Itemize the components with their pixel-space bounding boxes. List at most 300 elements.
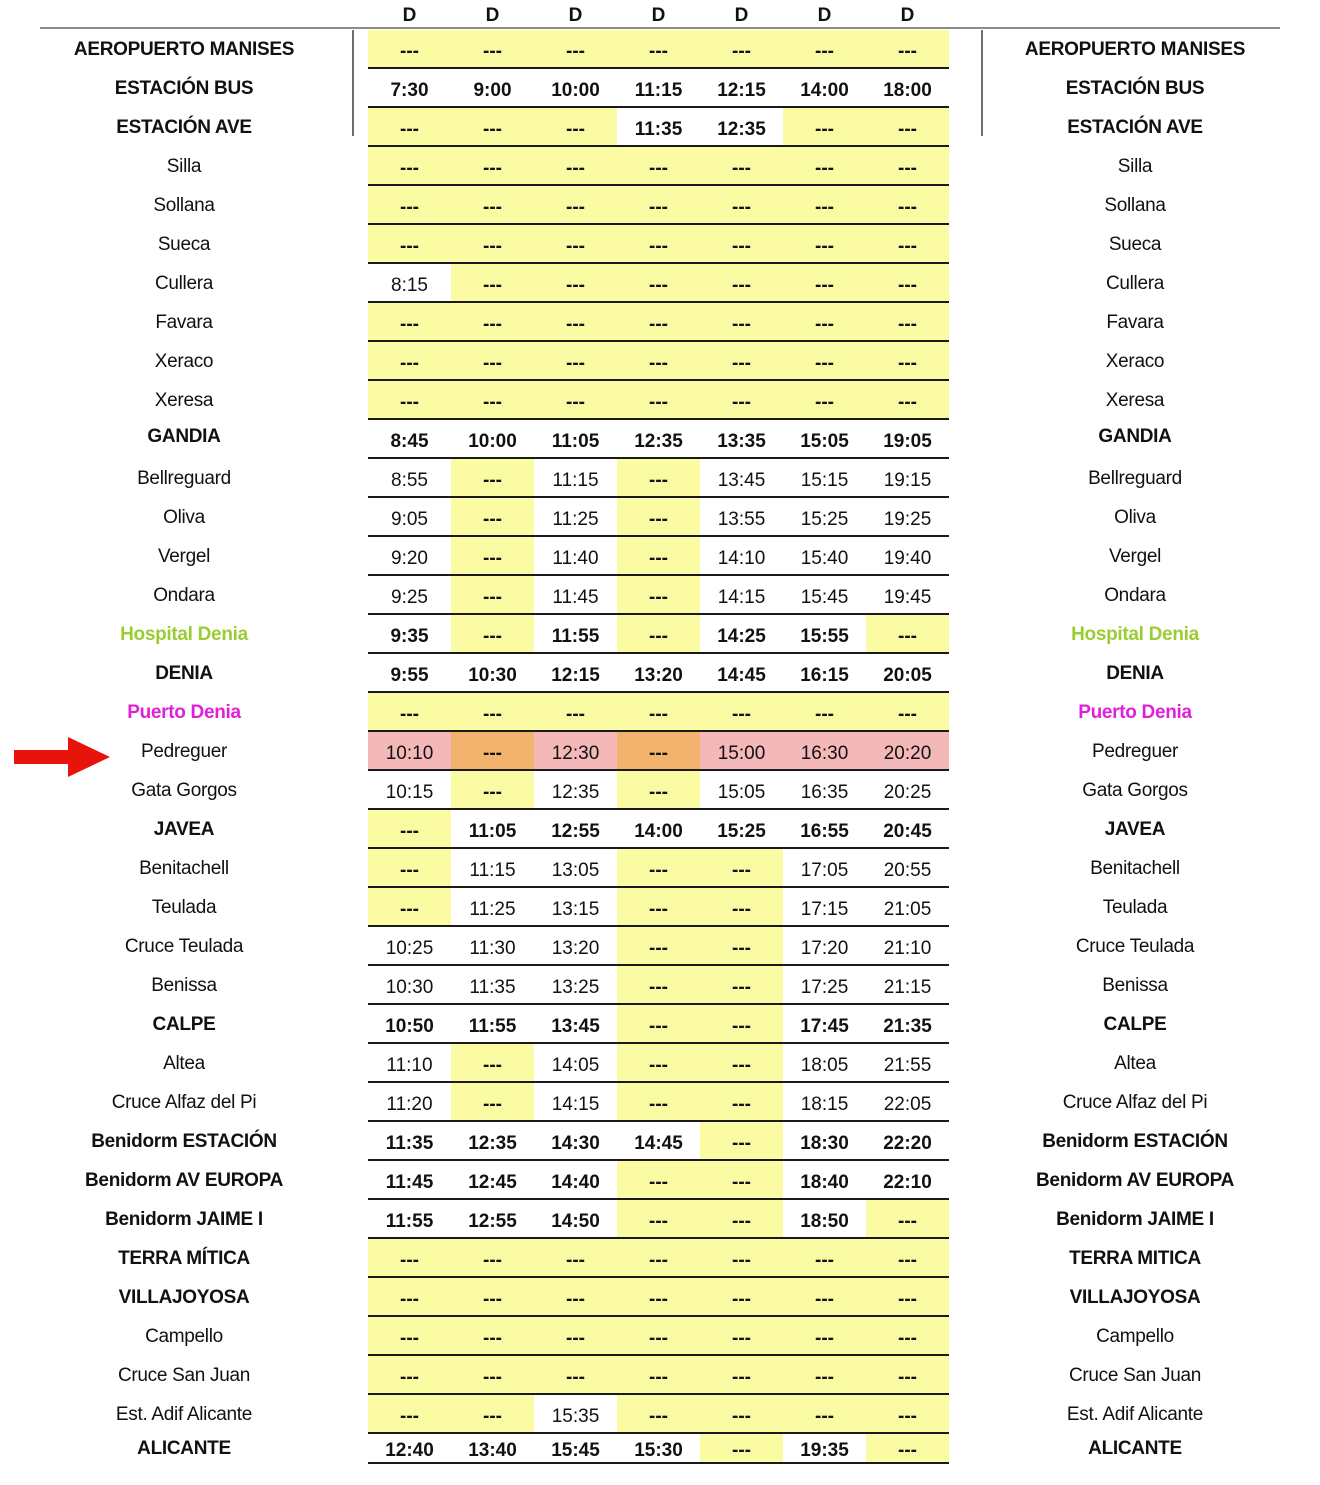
departure-time-cell: 20:05 [866, 654, 949, 693]
departure-time-cell: 9:20 [368, 537, 451, 576]
stop-name: Pedreguer [140, 740, 228, 762]
no-service-cell: --- [617, 1044, 700, 1083]
departure-time-cell: 17:15 [783, 888, 866, 927]
no-service-cell: --- [617, 888, 700, 927]
no-service-cell: --- [368, 849, 451, 888]
no-service-cell: --- [700, 1083, 783, 1122]
stop-name: Cullera [154, 272, 214, 294]
no-service-cell: --- [700, 849, 783, 888]
departure-time-cell: 11:35 [617, 108, 700, 147]
stop-name-right: Cullera [1105, 272, 1165, 294]
no-service-cell: --- [617, 732, 700, 771]
no-service-cell: --- [866, 342, 949, 381]
departure-time-cell: 17:45 [783, 1005, 866, 1044]
no-service-cell: --- [451, 576, 534, 615]
no-service-cell: --- [617, 693, 700, 732]
departure-time-cell: 14:40 [534, 1161, 617, 1200]
no-service-cell: --- [866, 1317, 949, 1356]
no-service-cell: --- [368, 186, 451, 225]
departure-time-cell: 10:10 [368, 732, 451, 771]
day-header: D [651, 5, 666, 26]
stop-name: Cruce San Juan [117, 1364, 251, 1386]
departure-time-cell: 12:55 [451, 1200, 534, 1239]
no-service-cell: --- [700, 1200, 783, 1239]
stop-name-right: Pedreguer [1091, 740, 1179, 762]
stop-name-right: Xeresa [1105, 389, 1165, 411]
stop-name: Cruce Alfaz del Pi [111, 1091, 257, 1113]
no-service-cell: --- [451, 1395, 534, 1434]
departure-time-cell: 22:20 [866, 1122, 949, 1161]
no-service-cell: --- [534, 342, 617, 381]
no-service-cell: --- [617, 615, 700, 654]
no-service-cell: --- [700, 30, 783, 69]
no-service-cell: --- [451, 732, 534, 771]
no-service-cell: --- [368, 1356, 451, 1395]
no-service-cell: --- [866, 1356, 949, 1395]
no-service-cell: --- [368, 810, 451, 849]
departure-time-cell: 14:45 [617, 1122, 700, 1161]
departure-time-cell: 11:55 [368, 1200, 451, 1239]
no-service-cell: --- [368, 693, 451, 732]
no-service-cell: --- [617, 186, 700, 225]
no-service-cell: --- [451, 537, 534, 576]
no-service-cell: --- [451, 693, 534, 732]
red-arrow-icon [14, 737, 110, 777]
no-service-cell: --- [866, 381, 949, 420]
no-service-cell: --- [451, 1356, 534, 1395]
departure-time-cell: 16:15 [783, 654, 866, 693]
no-service-cell: --- [451, 498, 534, 537]
stop-name-right: Campello [1096, 1325, 1174, 1347]
departure-time-cell: 13:40 [451, 1434, 534, 1464]
no-service-cell: --- [617, 849, 700, 888]
departure-time-cell: 10:30 [368, 966, 451, 1005]
no-service-cell: --- [368, 147, 451, 186]
no-service-cell: --- [783, 342, 866, 381]
no-service-cell: --- [617, 1005, 700, 1044]
departure-time-cell: 13:15 [534, 888, 617, 927]
day-header: D [485, 5, 500, 26]
stop-name: Ondara [153, 584, 215, 606]
no-service-cell: --- [783, 225, 866, 264]
no-service-cell: --- [617, 1395, 700, 1434]
header-spacer-left [0, 0, 368, 30]
no-service-cell: --- [534, 381, 617, 420]
stop-name: DENIA [155, 662, 213, 684]
stop-name: Cruce Teulada [124, 935, 244, 957]
departure-time-cell: 14:50 [534, 1200, 617, 1239]
stop-name: Benidorm JAIME I [105, 1208, 263, 1230]
departure-time-cell: 12:55 [534, 810, 617, 849]
stop-name-right: ESTACIÓN AVE [1067, 116, 1203, 138]
departure-time-cell: 15:05 [783, 420, 866, 459]
departure-time-cell: 9:05 [368, 498, 451, 537]
no-service-cell: --- [617, 576, 700, 615]
stop-name-right: Puerto Denia [1078, 701, 1192, 723]
no-service-cell: --- [783, 1239, 866, 1278]
departure-time-cell: 9:25 [368, 576, 451, 615]
stop-name: Benidorm AV EUROPA [85, 1169, 283, 1191]
no-service-cell: --- [617, 381, 700, 420]
no-service-cell: --- [866, 1200, 949, 1239]
no-service-cell: --- [866, 225, 949, 264]
stop-name: Benissa [151, 974, 217, 996]
stop-name-right: ALICANTE [1088, 1438, 1182, 1459]
stop-name: Teulada [151, 896, 217, 918]
departure-time-cell: 10:00 [451, 420, 534, 459]
departure-time-cell: 12:45 [451, 1161, 534, 1200]
departure-time-cell: 20:20 [866, 732, 949, 771]
departure-time-cell: 11:55 [534, 615, 617, 654]
day-header: D [568, 5, 583, 26]
stop-name: Sueca [157, 233, 211, 255]
no-service-cell: --- [700, 225, 783, 264]
no-service-cell: --- [783, 1317, 866, 1356]
stop-name-right: Teulada [1102, 896, 1168, 918]
no-service-cell: --- [866, 1395, 949, 1434]
departure-time-cell: 19:15 [866, 459, 949, 498]
stop-name: Vergel [157, 545, 211, 567]
no-service-cell: --- [700, 693, 783, 732]
no-service-cell: --- [783, 264, 866, 303]
departure-time-cell: 11:15 [534, 459, 617, 498]
departure-time-cell: 21:10 [866, 927, 949, 966]
departure-time-cell: 10:00 [534, 69, 617, 108]
stop-name-right: Benidorm ESTACIÓN [1042, 1130, 1228, 1152]
departure-time-cell: 8:15 [368, 264, 451, 303]
no-service-cell: --- [451, 1044, 534, 1083]
no-service-cell: --- [534, 1356, 617, 1395]
departure-time-cell: 9:00 [451, 69, 534, 108]
no-service-cell: --- [368, 303, 451, 342]
departure-time-cell: 10:25 [368, 927, 451, 966]
stop-name: Favara [155, 311, 213, 333]
departure-time-cell: 16:55 [783, 810, 866, 849]
departure-time-cell: 12:35 [617, 420, 700, 459]
departure-time-cell: 11:35 [368, 1122, 451, 1161]
no-service-cell: --- [783, 693, 866, 732]
departure-time-cell: 10:50 [368, 1005, 451, 1044]
departure-time-cell: 15:35 [534, 1395, 617, 1434]
no-service-cell: --- [534, 30, 617, 69]
stop-name: Gata Gorgos [131, 779, 237, 801]
day-header: D [734, 5, 749, 26]
stop-name-right: Cruce Teulada [1075, 935, 1195, 957]
departure-time-cell: 11:30 [451, 927, 534, 966]
departure-time-cell: 18:50 [783, 1200, 866, 1239]
no-service-cell: --- [368, 1395, 451, 1434]
no-service-cell: --- [783, 186, 866, 225]
stop-name-right: Gata Gorgos [1082, 779, 1188, 801]
departure-time-cell: 20:25 [866, 771, 949, 810]
departure-time-cell: 15:40 [783, 537, 866, 576]
departure-time-cell: 12:30 [534, 732, 617, 771]
no-service-cell: --- [617, 1161, 700, 1200]
departure-time-cell: 13:20 [534, 927, 617, 966]
departure-time-cell: 15:55 [783, 615, 866, 654]
no-service-cell: --- [451, 459, 534, 498]
stop-name: AEROPUERTO MANISES [73, 38, 295, 60]
no-service-cell: --- [866, 264, 949, 303]
departure-time-cell: 19:35 [783, 1434, 866, 1464]
departure-time-cell: 13:35 [700, 420, 783, 459]
stop-name: Xeresa [154, 389, 214, 411]
departure-time-cell: 16:30 [783, 732, 866, 771]
departure-time-cell: 11:15 [451, 849, 534, 888]
stop-name: GANDIA [147, 426, 221, 447]
no-service-cell: --- [783, 381, 866, 420]
departure-time-cell: 15:25 [783, 498, 866, 537]
no-service-cell: --- [700, 1434, 783, 1464]
no-service-cell: --- [534, 693, 617, 732]
stop-name: Campello [145, 1325, 223, 1347]
no-service-cell: --- [368, 225, 451, 264]
stop-name: VILLAJOYOSA [118, 1286, 250, 1308]
no-service-cell: --- [617, 342, 700, 381]
no-service-cell: --- [451, 1278, 534, 1317]
no-service-cell: --- [700, 342, 783, 381]
departure-time-cell: 15:45 [534, 1434, 617, 1464]
stop-name: Sollana [153, 194, 215, 216]
day-header: D [900, 5, 915, 26]
no-service-cell: --- [368, 1239, 451, 1278]
departure-time-cell: 13:25 [534, 966, 617, 1005]
departure-time-cell: 18:00 [866, 69, 949, 108]
departure-time-cell: 11:20 [368, 1083, 451, 1122]
stop-name-right: Est. Adif Alicante [1066, 1403, 1204, 1425]
no-service-cell: --- [617, 1239, 700, 1278]
no-service-cell: --- [617, 1200, 700, 1239]
no-service-cell: --- [700, 927, 783, 966]
no-service-cell: --- [368, 30, 451, 69]
no-service-cell: --- [866, 693, 949, 732]
stop-name: Hospital Denia [120, 623, 248, 645]
departure-time-cell: 14:00 [617, 810, 700, 849]
no-service-cell: --- [451, 381, 534, 420]
no-service-cell: --- [617, 498, 700, 537]
no-service-cell: --- [617, 30, 700, 69]
no-service-cell: --- [700, 888, 783, 927]
departure-time-cell: 18:40 [783, 1161, 866, 1200]
no-service-cell: --- [783, 108, 866, 147]
stop-name-right: VILLAJOYOSA [1069, 1286, 1201, 1308]
departure-time-cell: 14:15 [700, 576, 783, 615]
departure-time-cell: 11:45 [368, 1161, 451, 1200]
departure-time-cell: 15:05 [700, 771, 783, 810]
stop-name-right: CALPE [1103, 1013, 1167, 1035]
departure-time-cell: 11:05 [534, 420, 617, 459]
no-service-cell: --- [451, 1083, 534, 1122]
departure-time-cell: 14:05 [534, 1044, 617, 1083]
stop-name-right: Sueca [1108, 233, 1162, 255]
stop-name: ALICANTE [137, 1438, 231, 1459]
departure-time-cell: 18:15 [783, 1083, 866, 1122]
no-service-cell: --- [617, 1083, 700, 1122]
no-service-cell: --- [617, 264, 700, 303]
no-service-cell: --- [451, 1239, 534, 1278]
stop-name-right: Oliva [1114, 506, 1156, 528]
stop-name: CALPE [152, 1013, 216, 1035]
no-service-cell: --- [700, 264, 783, 303]
stop-name: Puerto Denia [127, 701, 241, 723]
stop-name: JAVEA [153, 818, 215, 840]
departure-time-cell: 10:15 [368, 771, 451, 810]
departure-time-cell: 9:55 [368, 654, 451, 693]
no-service-cell: --- [700, 1395, 783, 1434]
no-service-cell: --- [534, 147, 617, 186]
stop-name-right: ESTACIÓN BUS [1065, 77, 1205, 99]
no-service-cell: --- [700, 186, 783, 225]
stop-name-right: AEROPUERTO MANISES [1024, 38, 1246, 60]
departure-time-cell: 11:45 [534, 576, 617, 615]
departure-time-cell: 14:10 [700, 537, 783, 576]
departure-time-cell: 13:20 [617, 654, 700, 693]
no-service-cell: --- [700, 966, 783, 1005]
no-service-cell: --- [368, 1278, 451, 1317]
no-service-cell: --- [534, 264, 617, 303]
no-service-cell: --- [451, 342, 534, 381]
no-service-cell: --- [534, 1278, 617, 1317]
no-service-cell: --- [368, 342, 451, 381]
stop-name-right: TERRA MITICA [1069, 1247, 1201, 1269]
departure-time-cell: 14:15 [534, 1083, 617, 1122]
no-service-cell: --- [617, 966, 700, 1005]
departure-time-cell: 21:55 [866, 1044, 949, 1083]
stop-name-right: DENIA [1106, 662, 1164, 684]
no-service-cell: --- [866, 186, 949, 225]
departure-time-cell: 13:45 [700, 459, 783, 498]
no-service-cell: --- [700, 1122, 783, 1161]
no-service-cell: --- [451, 30, 534, 69]
departure-time-cell: 11:40 [534, 537, 617, 576]
stop-name-right: Vergel [1108, 545, 1162, 567]
departure-time-cell: 14:45 [700, 654, 783, 693]
no-service-cell: --- [700, 1161, 783, 1200]
departure-time-cell: 12:40 [368, 1434, 451, 1464]
departure-time-cell: 15:45 [783, 576, 866, 615]
no-service-cell: --- [617, 537, 700, 576]
departure-time-cell: 21:15 [866, 966, 949, 1005]
departure-time-cell: 17:05 [783, 849, 866, 888]
departure-time-cell: 19:45 [866, 576, 949, 615]
no-service-cell: --- [783, 303, 866, 342]
departure-time-cell: 21:35 [866, 1005, 949, 1044]
no-service-cell: --- [866, 1278, 949, 1317]
no-service-cell: --- [866, 108, 949, 147]
no-service-cell: --- [783, 147, 866, 186]
no-service-cell: --- [866, 615, 949, 654]
no-service-cell: --- [617, 225, 700, 264]
departure-time-cell: 8:45 [368, 420, 451, 459]
no-service-cell: --- [866, 147, 949, 186]
stop-name: ESTACIÓN AVE [116, 116, 252, 138]
departure-time-cell: 21:05 [866, 888, 949, 927]
no-service-cell: --- [617, 927, 700, 966]
departure-time-cell: 11:05 [451, 810, 534, 849]
no-service-cell: --- [700, 381, 783, 420]
departure-time-cell: 14:00 [783, 69, 866, 108]
no-service-cell: --- [368, 888, 451, 927]
stop-name: Bellreguard [137, 467, 231, 489]
no-service-cell: --- [617, 1356, 700, 1395]
header-spacer-right [949, 0, 1320, 30]
no-service-cell: --- [534, 186, 617, 225]
stop-name-right: Benidorm AV EUROPA [1036, 1169, 1234, 1191]
no-service-cell: --- [617, 459, 700, 498]
departure-time-cell: 15:15 [783, 459, 866, 498]
departure-time-cell: 17:20 [783, 927, 866, 966]
no-service-cell: --- [451, 1317, 534, 1356]
no-service-cell: --- [700, 147, 783, 186]
departure-time-cell: 11:10 [368, 1044, 451, 1083]
no-service-cell: --- [700, 1044, 783, 1083]
departure-time-cell: 11:25 [451, 888, 534, 927]
no-service-cell: --- [617, 771, 700, 810]
no-service-cell: --- [451, 303, 534, 342]
day-header: D [402, 5, 417, 26]
stop-name: Xeraco [154, 350, 214, 372]
departure-time-cell: 12:15 [700, 69, 783, 108]
departure-time-cell: 19:05 [866, 420, 949, 459]
no-service-cell: --- [451, 771, 534, 810]
departure-time-cell: 11:25 [534, 498, 617, 537]
stop-name-right: Hospital Denia [1071, 623, 1199, 645]
departure-time-cell: 20:55 [866, 849, 949, 888]
stop-name-right: JAVEA [1104, 818, 1166, 840]
departure-time-cell: 19:40 [866, 537, 949, 576]
stop-name-right: Xeraco [1105, 350, 1165, 372]
stop-name-right: Cruce San Juan [1068, 1364, 1202, 1386]
no-service-cell: --- [783, 30, 866, 69]
departure-time-cell: 18:30 [783, 1122, 866, 1161]
no-service-cell: --- [534, 1317, 617, 1356]
departure-time-cell: 9:35 [368, 615, 451, 654]
departure-time-cell: 7:30 [368, 69, 451, 108]
stop-name: ESTACIÓN BUS [114, 77, 254, 99]
stop-name-right: Ondara [1104, 584, 1166, 606]
day-header: D [817, 5, 832, 26]
no-service-cell: --- [700, 1239, 783, 1278]
no-service-cell: --- [866, 303, 949, 342]
departure-time-cell: 15:30 [617, 1434, 700, 1464]
no-service-cell: --- [451, 108, 534, 147]
departure-time-cell: 12:35 [451, 1122, 534, 1161]
no-service-cell: --- [451, 186, 534, 225]
no-service-cell: --- [451, 147, 534, 186]
stop-name: Est. Adif Alicante [115, 1403, 253, 1425]
stop-name-right: Altea [1114, 1052, 1156, 1074]
stop-name-right: GANDIA [1098, 426, 1172, 447]
stop-name-right: Sollana [1104, 194, 1166, 216]
no-service-cell: --- [617, 303, 700, 342]
stop-name-right: Cruce Alfaz del Pi [1062, 1091, 1208, 1113]
stop-name-right: Silla [1117, 155, 1153, 177]
stop-name-right: Benitachell [1090, 857, 1180, 879]
stop-name-right: Benissa [1102, 974, 1168, 996]
no-service-cell: --- [866, 30, 949, 69]
no-service-cell: --- [368, 1317, 451, 1356]
departure-time-cell: 11:35 [451, 966, 534, 1005]
stop-name: TERRA MÍTICA [118, 1247, 250, 1269]
stop-name: Benitachell [139, 857, 229, 879]
no-service-cell: --- [451, 615, 534, 654]
no-service-cell: --- [451, 264, 534, 303]
no-service-cell: --- [368, 381, 451, 420]
departure-time-cell: 11:15 [617, 69, 700, 108]
departure-time-cell: 14:30 [534, 1122, 617, 1161]
departure-time-cell: 16:35 [783, 771, 866, 810]
departure-time-cell: 18:05 [783, 1044, 866, 1083]
